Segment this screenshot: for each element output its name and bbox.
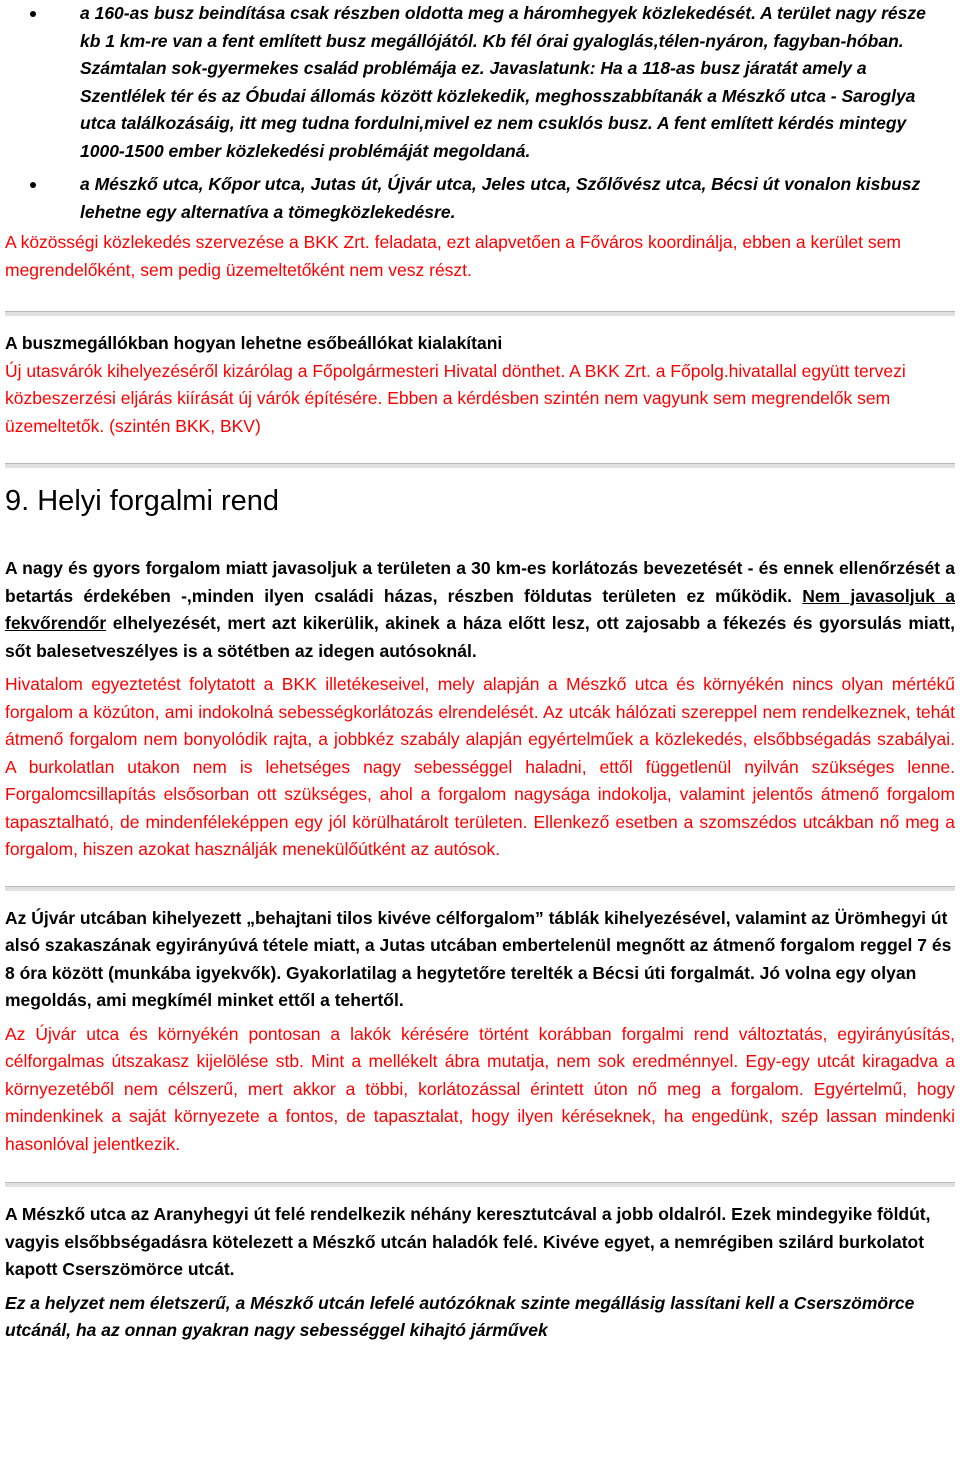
answer-public-transport — [0, 229, 960, 284]
answer-text-red: Új utasvárók kihelyezéséről kizárólag a Főpolgármesteri Hivatal dönthet. A BKK Zrt. a Főpolg.hivatallal együtt tervezi közbeszerzési eljárás kiírását új várók építésére. — [5, 360, 906, 408]
answer-ujvar-street: Az Újvár utca és környékén pontosan a lakók kérésére történt korábban forgalmi rend változtatás, egyirányúsítás, célforgalmas útszakasz kijelölése stb. Mint a mellékelt ábra mutatja, nem sok eredménnyel. Egy-egy utcát kiragadva a környezetéből nem célszerű, mert akkor a többi, korlátozással érintett úton nő meg a forgalom. Egyértelmű, hogy mindenkinek a saját környezete a fontos, de tapasztalat, hogy ilyen kéréseknek, ha engedünk, szép lassan mindenki hasonlóval jelentkezik. — [5, 1023, 955, 1154]
answer-text-red: feladata, ezt alapvetően a Főváros koordinálja, ebben a kerület sem megrendelőként, sem pedig üzemeltetőként nem vesz részt. — [5, 232, 901, 280]
bullet-text: a Mészkő utca, Kőpor utca, Jutas út, Újvár utca, Jeles utca, Szőlővész utca, Bécsi út vonalon kisbusz lehetne egy alternatíva a tömegközlekedésre. — [80, 174, 921, 222]
question-text: elhelyezését, mert azt kikerülik, akinek a háza előtt lesz, ott zajosabb a fékezés és gyorsulás miatt, sőt balesetveszélyes is a sötétben az idegen autósoknál. — [5, 613, 955, 661]
section-heading: 9. Helyi forgalmi rend — [5, 485, 279, 517]
bullet-dot-icon — [30, 182, 36, 188]
question-shelters: A buszmegállókban hogyan lehetne esőbeállókat kialakítani — [5, 333, 503, 353]
answer-text-red: A közösségi közlekedés szervezése a BKK Zrt. — [5, 232, 370, 252]
section-divider — [5, 886, 955, 891]
question-speed-limit — [0, 555, 960, 665]
bullet-item-bus-160 — [0, 0, 960, 165]
section-divider — [5, 1182, 955, 1187]
answer-shelters — [0, 358, 960, 441]
bullet-dot-icon — [30, 11, 36, 17]
question-meszko-street-followup: Ez a helyzet nem életszerű, a Mészkő utcán lefelé autózóknak szinte megállásig lassítani kell a Cserszömörce utcánál, ha az onnan gyakran nagy sebességgel kihajtó járművek — [5, 1292, 915, 1340]
section-divider — [5, 463, 955, 468]
question-text: A nagy és gyors forgalom miatt javasoljuk a területen a 30 km-es korlátozás bevezetését - és ennek ellenőrzését a betartás érdekében -,minden ilyen családi házas, részben földutas területen ez működik. — [5, 558, 955, 606]
answer-speed-limit: Hivatalom egyeztetést folytatott a BKK illetékeseivel, mely alapján a Mészkő utca és környékén nincs olyan mértékű forgalom a közúton, ami indokolná sebességkorlátozás elrendelését. Az utcák hálózati szereppel nem rendelkeznek, tehát átmenő forgalom nem bonyolódik rajta, a jobbkéz szabály alapján egyértelműek a közlekedés, elsőbbségadás szabályai. A burkolatlan utakon nem is lehetséges nagy sebességgel haladni, ettől függetlenül nyilván szükséges lenne. Forgalomcsillapítás elsősorban ott szükséges, ahol a forgalom nagysága indokolja, valamint jelentős átmenő forgalom tapasztalható, de mindenféleképpen egy jól körülhatárolt területen. Ellenkező esetben a szomszédos utcákban nő meg a forgalom, hiszen azokat használják menekülőútként az autósok. — [5, 674, 955, 859]
bullet-item-minibus — [0, 171, 960, 226]
question-ujvar-street: Az Újvár utcában kihelyezett „behajtani tilos kivéve célforgalom” táblák kihelyezésével, valamint az Ürömhegyi út alsó szakaszának egyirányúvá tétele miatt, a Jutas utcában embertelenül megnőtt az átmenő forgalom reggel 7 és 8 óra között (munkába igyekvők). Gyakorlatilag a hegytetőre terelték a Bécsi úti forgalmát. Jó volna egy olyan megoldás, ami megkímél minket ettől a tehertől. — [5, 907, 952, 1010]
answer-text-red: Ebben a kérdésben szintén nem vagyunk sem megrendelők sem üzemeltetők. (szintén BKK, BKV) — [5, 388, 891, 436]
bullet-text: a 160-as busz beindítása csak részben oldotta meg a háromhegyek közlekedését. A terület nagy része kb 1 km-re van a fent említett busz megállójától. Kb fél órai gyaloglás,télen-nyáron, fagyban-hóban. Számtalan sok-gyermekes család problémája ez. Javaslatunk: Ha a 118-as busz járatát amely a Szentlélek tér és az Óbudai állomás között közlekedik, meghosszabbítanák a Mészkő utca - Saroglya utca találkozásáig, itt meg tudna fordulni,mivel ez nem csuklós busz. A fent említett kérdés mintegy 1000-1500 ember közlekedési problémáját megoldaná. — [80, 3, 926, 161]
question-text-underlined: Nem javasoljuk a fekvőrendőr — [5, 585, 955, 633]
proposal-bullet-list — [0, 0, 960, 226]
section-divider — [5, 311, 955, 316]
question-meszko-street: A Mészkő utca az Aranyhegyi út felé rendelkezik néhány keresztutcával a jobb oldalról. Ezek mindegyike földút, vagyis elsőbbségadásra kötelezett a Mészkő utcán haladók felé. Kivéve egyet, a nemrégiben szilárd burkolatot kapott Cserszömörce utcát. — [5, 1204, 931, 1279]
